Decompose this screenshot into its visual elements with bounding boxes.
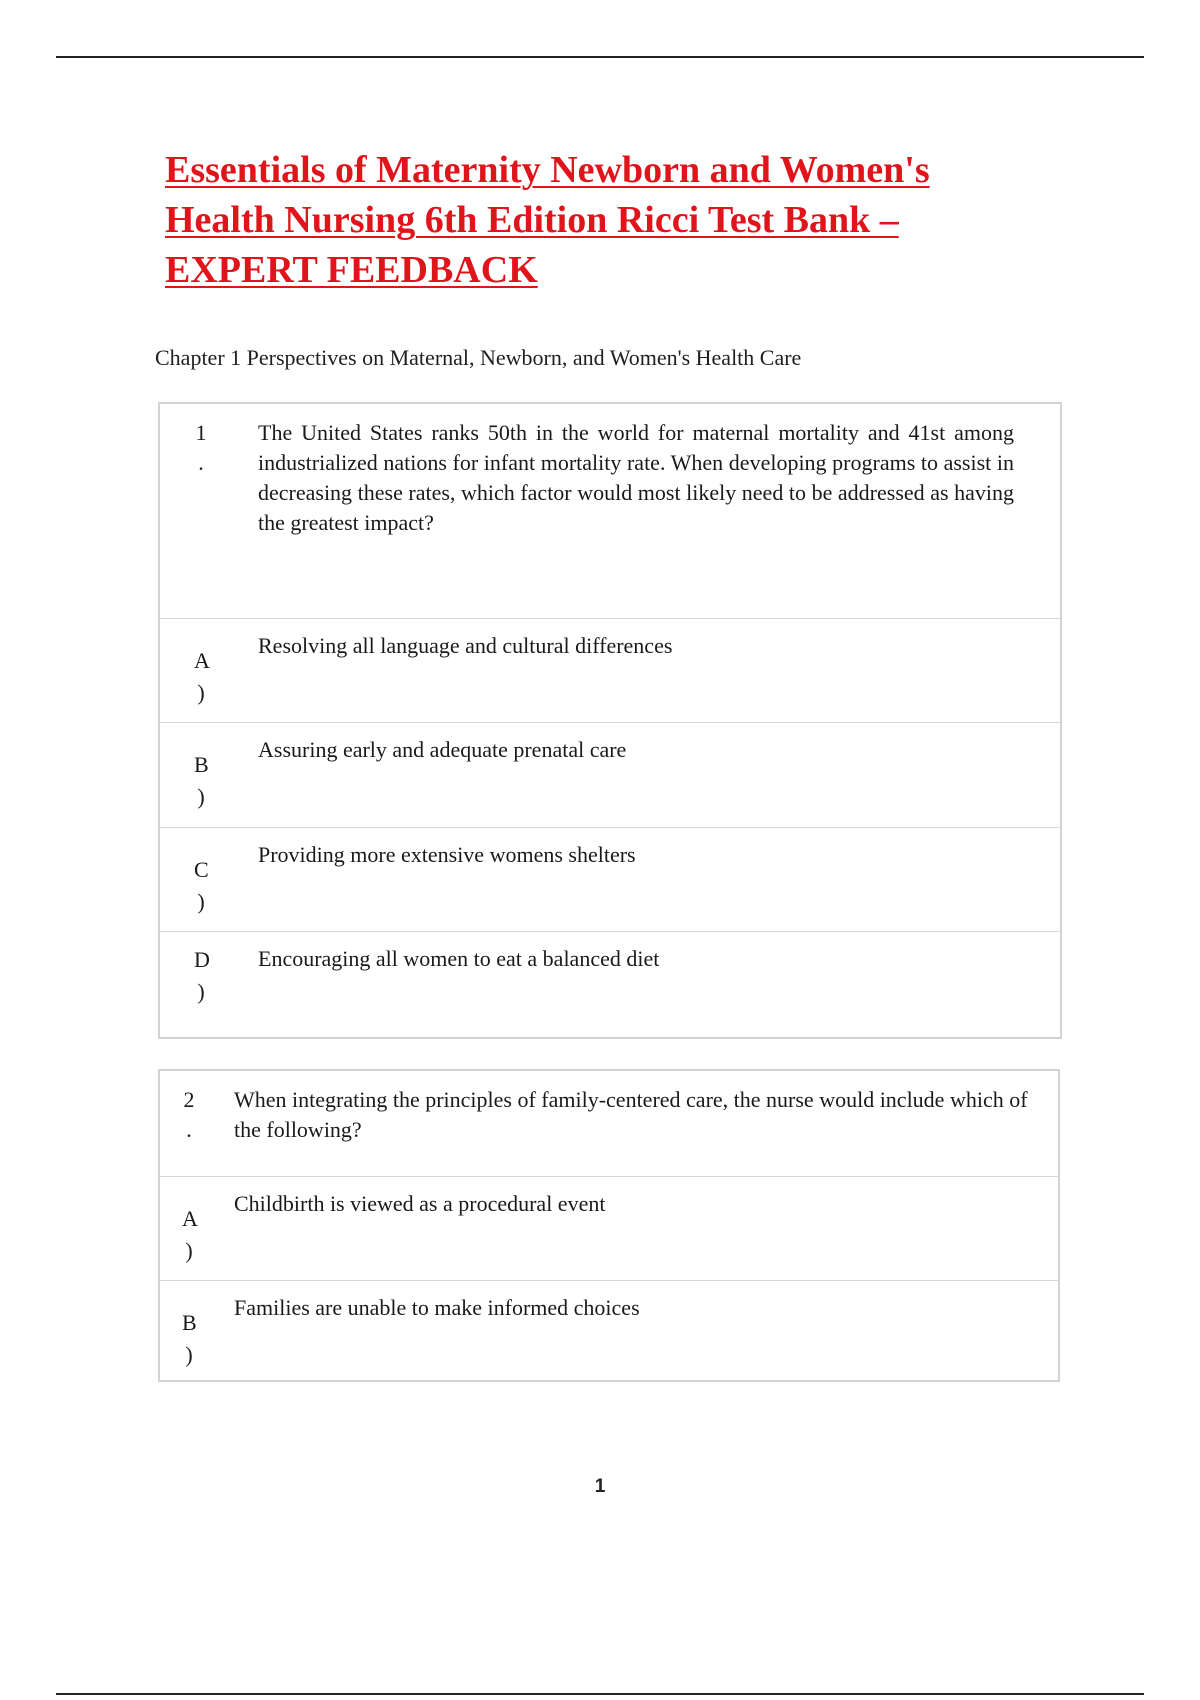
question-2-option-b-row: [160, 1281, 1058, 1380]
question-1-number: [194, 418, 208, 478]
option-letter-char: B: [182, 1310, 197, 1335]
option-letter-char: A: [194, 648, 210, 673]
question-1-table: [158, 402, 1062, 1039]
option-letter-char: C: [194, 857, 209, 882]
question-1-option-c: Providing more extensive womens shelters: [258, 842, 636, 867]
question-2-stem: When integrating the principles of family-centered care, the nurse would include which of the following?: [234, 1087, 1028, 1142]
option-letter: [194, 645, 208, 709]
question-2-option-a: Childbirth is viewed as a procedural event: [234, 1191, 606, 1216]
question-2-option-a-row: [160, 1177, 1058, 1281]
question-1-option-b: Assuring early and adequate prenatal care: [258, 737, 627, 762]
question-number-digit: 1: [195, 420, 207, 445]
document-title: Essentials of Maternity Newborn and Women's Health Nursing 6th Edition Ricci Test Bank – EXPERT FEEDBACK: [165, 149, 930, 291]
option-letter-char: A: [182, 1206, 198, 1231]
question-1-option-a: Resolving all language and cultural differences: [258, 633, 673, 658]
question-1-option-d: Encouraging all women to eat a balanced diet: [258, 946, 660, 971]
option-letter: [194, 749, 208, 813]
question-1-option-b-row: [160, 723, 1060, 828]
option-letter: [182, 1203, 196, 1267]
option-letter-paren: ): [197, 784, 205, 809]
question-1-option-a-row: [160, 619, 1060, 723]
question-number-digit: 2: [183, 1087, 195, 1112]
question-2-option-b: Families are unable to make informed choices: [234, 1295, 640, 1320]
question-2-number: [182, 1085, 196, 1145]
question-number-suffix: .: [186, 1117, 192, 1142]
option-letter-paren: ): [185, 1238, 193, 1263]
chapter-heading: Chapter 1 Perspectives on Maternal, Newborn, and Women's Health Care: [155, 345, 802, 370]
option-letter-char: B: [194, 752, 209, 777]
question-1-option-c-row: [160, 828, 1060, 932]
option-letter-paren: ): [197, 979, 205, 1004]
option-letter-paren: ): [197, 680, 205, 705]
option-letter: [194, 854, 208, 918]
footer-rule: [56, 1693, 1144, 1695]
question-2-stem-row: [160, 1071, 1058, 1177]
question-1-option-d-row: [160, 932, 1060, 1037]
option-letter-char: D: [194, 947, 210, 972]
option-letter: [194, 944, 208, 1008]
question-2-table: [158, 1069, 1060, 1382]
option-letter: [182, 1307, 196, 1371]
header-rule: [56, 56, 1144, 58]
question-1-stem: The United States ranks 50th in the world for maternal mortality and 41st among industrialized nations for infant mortality rate. When developing programs to assist in decreasing these rates, which factor would most likely need to be addressed as having the greatest impact?: [258, 420, 1014, 535]
question-1-stem-row: [160, 404, 1060, 619]
option-letter-paren: ): [197, 889, 205, 914]
page-number: 1: [594, 1476, 606, 1497]
option-letter-paren: ): [185, 1342, 193, 1367]
question-number-suffix: .: [198, 450, 204, 475]
